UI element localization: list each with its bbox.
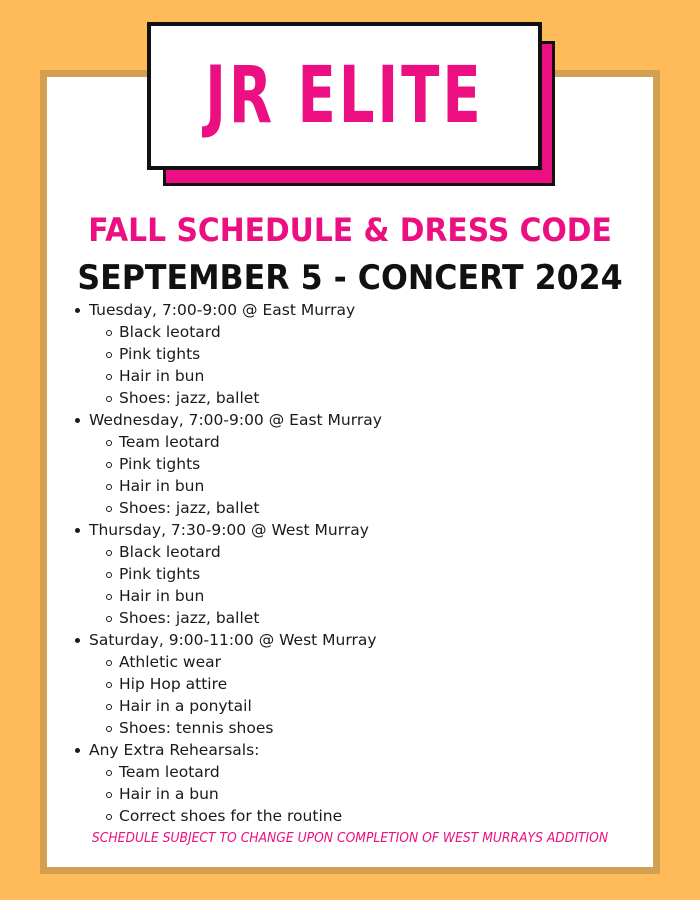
dress-code-item: Hair in bun <box>89 475 382 497</box>
dress-code-item: Shoes: jazz, ballet <box>89 607 382 629</box>
schedule-day <box>72 629 382 739</box>
schedule-day-label: Wednesday, 7:00-9:00 @ East Murray <box>89 411 382 429</box>
dress-code-list <box>89 761 382 827</box>
dress-code-item: Athletic wear <box>89 651 382 673</box>
dress-code-item: Correct shoes for the routine <box>89 805 382 827</box>
logo-text: JR ELITE <box>205 51 484 141</box>
dress-code-item: Pink tights <box>89 453 382 475</box>
dress-code-list <box>89 541 382 629</box>
dress-code-item: Hair in a ponytail <box>89 695 382 717</box>
date-range-heading: SEPTEMBER 5 - CONCERT 2024 <box>77 258 623 298</box>
schedule-day-label: Tuesday, 7:00-9:00 @ East Murray <box>89 301 356 319</box>
footnote: SCHEDULE SUBJECT TO CHANGE UPON COMPLETION OF WEST MURRAYS ADDITION <box>91 831 609 846</box>
dress-code-item: Black leotard <box>89 541 382 563</box>
dress-code-item: Shoes: tennis shoes <box>89 717 382 739</box>
dress-code-item: Hip Hop attire <box>89 673 382 695</box>
schedule-day <box>72 739 382 827</box>
dress-code-list <box>89 431 382 519</box>
dress-code-item: Black leotard <box>89 321 382 343</box>
schedule-title: FALL SCHEDULE & DRESS CODE <box>88 211 612 249</box>
dress-code-list <box>89 651 382 739</box>
dress-code-item: Team leotard <box>89 761 382 783</box>
schedule-day-label: Saturday, 9:00-11:00 @ West Murray <box>89 631 377 649</box>
schedule-day <box>72 519 382 629</box>
dress-code-item: Shoes: jazz, ballet <box>89 387 382 409</box>
schedule-day <box>72 409 382 519</box>
dress-code-item: Team leotard <box>89 431 382 453</box>
dress-code-item: Pink tights <box>89 343 382 365</box>
schedule-day-label: Any Extra Rehearsals: <box>89 741 260 759</box>
schedule-day <box>72 299 382 409</box>
dress-code-item: Shoes: jazz, ballet <box>89 497 382 519</box>
dress-code-item: Hair in bun <box>89 585 382 607</box>
dress-code-list <box>89 321 382 409</box>
logo-box <box>147 22 542 170</box>
dress-code-item: Pink tights <box>89 563 382 585</box>
schedule-list <box>72 299 382 827</box>
schedule-day-label: Thursday, 7:30-9:00 @ West Murray <box>89 521 369 539</box>
dress-code-item: Hair in bun <box>89 365 382 387</box>
dress-code-item: Hair in a bun <box>89 783 382 805</box>
